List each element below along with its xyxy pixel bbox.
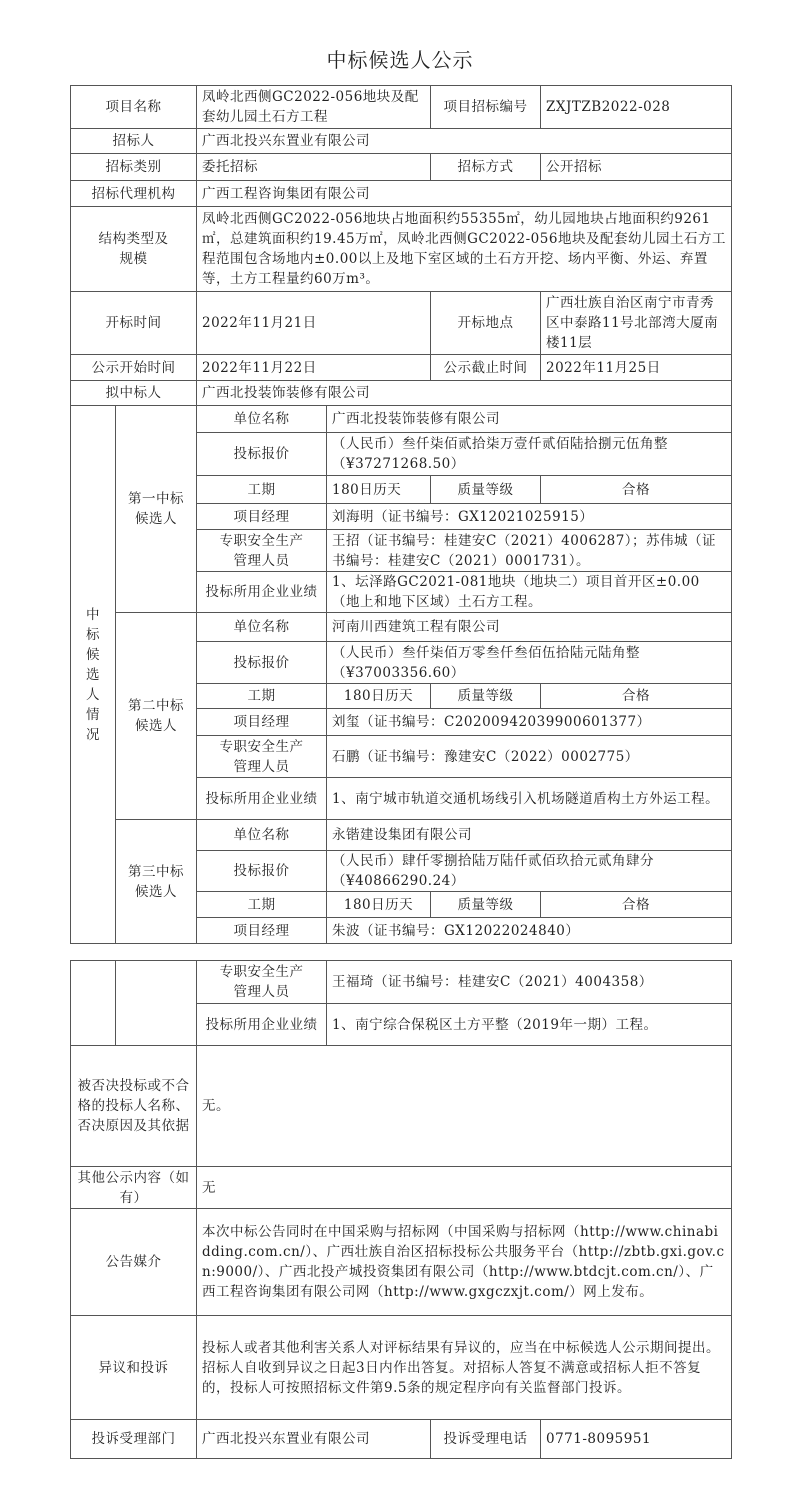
label: 投标报价	[197, 851, 327, 892]
label: 投标报价	[197, 642, 327, 684]
project-code: ZXJTZB2022-028	[541, 86, 732, 129]
label: 项目经理	[197, 709, 327, 736]
pub-start: 2022年11月22日	[197, 355, 431, 381]
label: 专职安全生产管理人员	[197, 530, 327, 572]
label: 被否决投标或不合格的投标人名称、否决原因及其依据	[71, 1046, 197, 1167]
candidate-quality: 合格	[541, 476, 732, 504]
open-time: 2022年11月21日	[197, 292, 431, 355]
candidate-unit: 广西北投装饰装修有限公司	[327, 406, 732, 433]
notice-table-part-2	[70, 960, 732, 1459]
candidate-manager: 朱波（证书编号：GX12022024840）	[327, 918, 732, 944]
candidate-performance: 1、南宁城市轨道交通机场线引入机场隧道盾构土方外运工程。	[327, 778, 732, 820]
label: 拟中标人	[71, 381, 197, 406]
candidate-period: 180日历天	[327, 684, 431, 709]
label: 开标地点	[431, 292, 541, 355]
candidate-rank: 第二中标候选人	[116, 613, 197, 820]
label: 工期	[197, 892, 327, 918]
rejected: 无。	[197, 1046, 732, 1167]
other: 无	[197, 1167, 732, 1209]
scale: 凤岭北西侧GC2022-056地块占地面积约55355㎡，幼儿园地块占地面积约9261㎡，总建筑面积约19.45万㎡，凤岭北西侧GC2022-056地块及配套幼儿园土石方工程范围包含场地内±0.00以上及地下室区域的土石方开挖、场内平衡、外运、弃置等，土方工程量约60万m³。	[197, 207, 732, 292]
tender-type: 委托招标	[197, 154, 431, 181]
label: 工期	[197, 684, 327, 709]
candidate-price: （人民币）叁仟柒佰万零叁仟叁佰伍拾陆元陆角整（¥37003356.60）	[327, 642, 732, 684]
label: 单位名称	[197, 406, 327, 433]
pub-end: 2022年11月25日	[541, 355, 732, 381]
label: 项目经理	[197, 504, 327, 530]
page-title: 中标候选人公示	[326, 48, 474, 72]
agency: 广西工程咨询集团有限公司	[197, 181, 732, 207]
candidate-unit: 永锴建设集团有限公司	[327, 820, 732, 851]
media: 本次中标公告同时在中国采购与招标网（中国采购与招标网（http://www.chinabidding.com.cn/）、广西壮族自治区招标投标公共服务平台（http://zbtb.gxi.gov.cn:9000/）、广西北投产城投资集团有限公司（http://www.btdcjt.com.cn/）、广西工程咨询集团有限公司网（http://www.gxgczxjt.com/）网上发布。	[197, 1209, 732, 1316]
label: 项目招标编号	[431, 86, 541, 129]
open-place: 广西壮族自治区南宁市青秀区中泰路11号北部湾大厦南楼11层	[541, 292, 732, 355]
label: 投诉受理电话	[431, 1420, 541, 1459]
label: 投标所用企业业绩	[197, 1004, 327, 1046]
candidate-safety: 王招（证书编号：桂建安C（2021）4006287）；苏伟城（证书编号：桂建安C（2021）0001731）。	[327, 530, 732, 572]
candidate-safety: 石鹏（证书编号：豫建安C（2022）0002775）	[327, 736, 732, 778]
label: 招标类别	[71, 154, 197, 181]
candidate-quality: 合格	[541, 684, 732, 709]
label: 公示截止时间	[431, 355, 541, 381]
candidate-unit: 河南川西建筑工程有限公司	[327, 613, 732, 642]
proposed-winner: 广西北投装饰装修有限公司	[197, 381, 732, 406]
candidate-price: （人民币）肆仟零捌拾陆万陆仟贰佰玖拾元贰角肆分（¥40866290.24）	[327, 851, 732, 892]
complaint-dept: 广西北投兴东置业有限公司	[197, 1420, 431, 1459]
label: 开标时间	[71, 292, 197, 355]
label: 公示开始时间	[71, 355, 197, 381]
candidate-rank: 第三中标候选人	[116, 820, 197, 944]
label: 工期	[197, 476, 327, 504]
label: 招标代理机构	[71, 181, 197, 207]
label: 投诉受理部门	[71, 1420, 197, 1459]
label: 质量等级	[431, 684, 541, 709]
project-name: 凤岭北西侧GC2022-056地块及配套幼儿园土石方工程	[197, 86, 431, 129]
candidate-performance: 1、南宁综合保税区土方平整（2019年一期）工程。	[327, 1004, 732, 1046]
candidate-rank: 第一中标候选人	[116, 406, 197, 613]
label: 专职安全生产管理人员	[197, 736, 327, 778]
label: 招标方式	[431, 154, 541, 181]
label: 公告媒介	[71, 1209, 197, 1316]
candidate-performance: 1、坛泽路GC2021-081地块（地块二）项目首开区±0.00（地上和地下区域）土石方工程。	[327, 572, 732, 613]
candidate-safety: 王福琦（证书编号：桂建安C（2021）4004358）	[327, 961, 732, 1004]
label: 质量等级	[431, 892, 541, 918]
blank-cell	[116, 961, 197, 1046]
candidate-manager: 刘玺（证书编号：C20200942039900601377）	[327, 709, 732, 736]
tender-method: 公开招标	[541, 154, 732, 181]
row-project-name	[71, 86, 732, 129]
label: 单位名称	[197, 613, 327, 642]
tenderer: 广西北投兴东置业有限公司	[197, 129, 732, 154]
candidate-period: 180日历天	[327, 476, 431, 504]
candidate-period: 180日历天	[327, 892, 431, 918]
label: 结构类型及规模	[71, 207, 197, 292]
label: 异议和投诉	[71, 1316, 197, 1420]
label: 单位名称	[197, 820, 327, 851]
label: 专职安全生产管理人员	[197, 961, 327, 1004]
candidate-manager: 刘海明（证书编号：GX12021025915）	[327, 504, 732, 530]
label: 其他公示内容（如有）	[71, 1167, 197, 1209]
candidate-price: （人民币）叁仟柒佰贰拾柒万壹仟贰佰陆拾捌元伍角整（¥37271268.50）	[327, 433, 732, 476]
candidate-quality: 合格	[541, 892, 732, 918]
label: 项目经理	[197, 918, 327, 944]
label: 投标报价	[197, 433, 327, 476]
label: 投标所用企业业绩	[197, 778, 327, 820]
blank-cell	[71, 961, 116, 1046]
label: 投标所用企业业绩	[197, 572, 327, 613]
complaint-phone: 0771-8095951	[541, 1420, 732, 1459]
label: 项目名称	[71, 86, 197, 129]
label: 质量等级	[431, 476, 541, 504]
objection: 投标人或者其他利害关系人对评标结果有异议的，应当在中标候选人公示期间提出。招标人自收到异议之日起3日内作出答复。对招标人答复不满意或招标人拒不答复的，投标人可按照招标文件第9.5条的规定程序向有关监督部门投诉。	[197, 1316, 732, 1420]
notice-table-part-1	[70, 85, 732, 944]
section-label: 中标候选人情况	[71, 406, 116, 944]
label: 招标人	[71, 129, 197, 154]
